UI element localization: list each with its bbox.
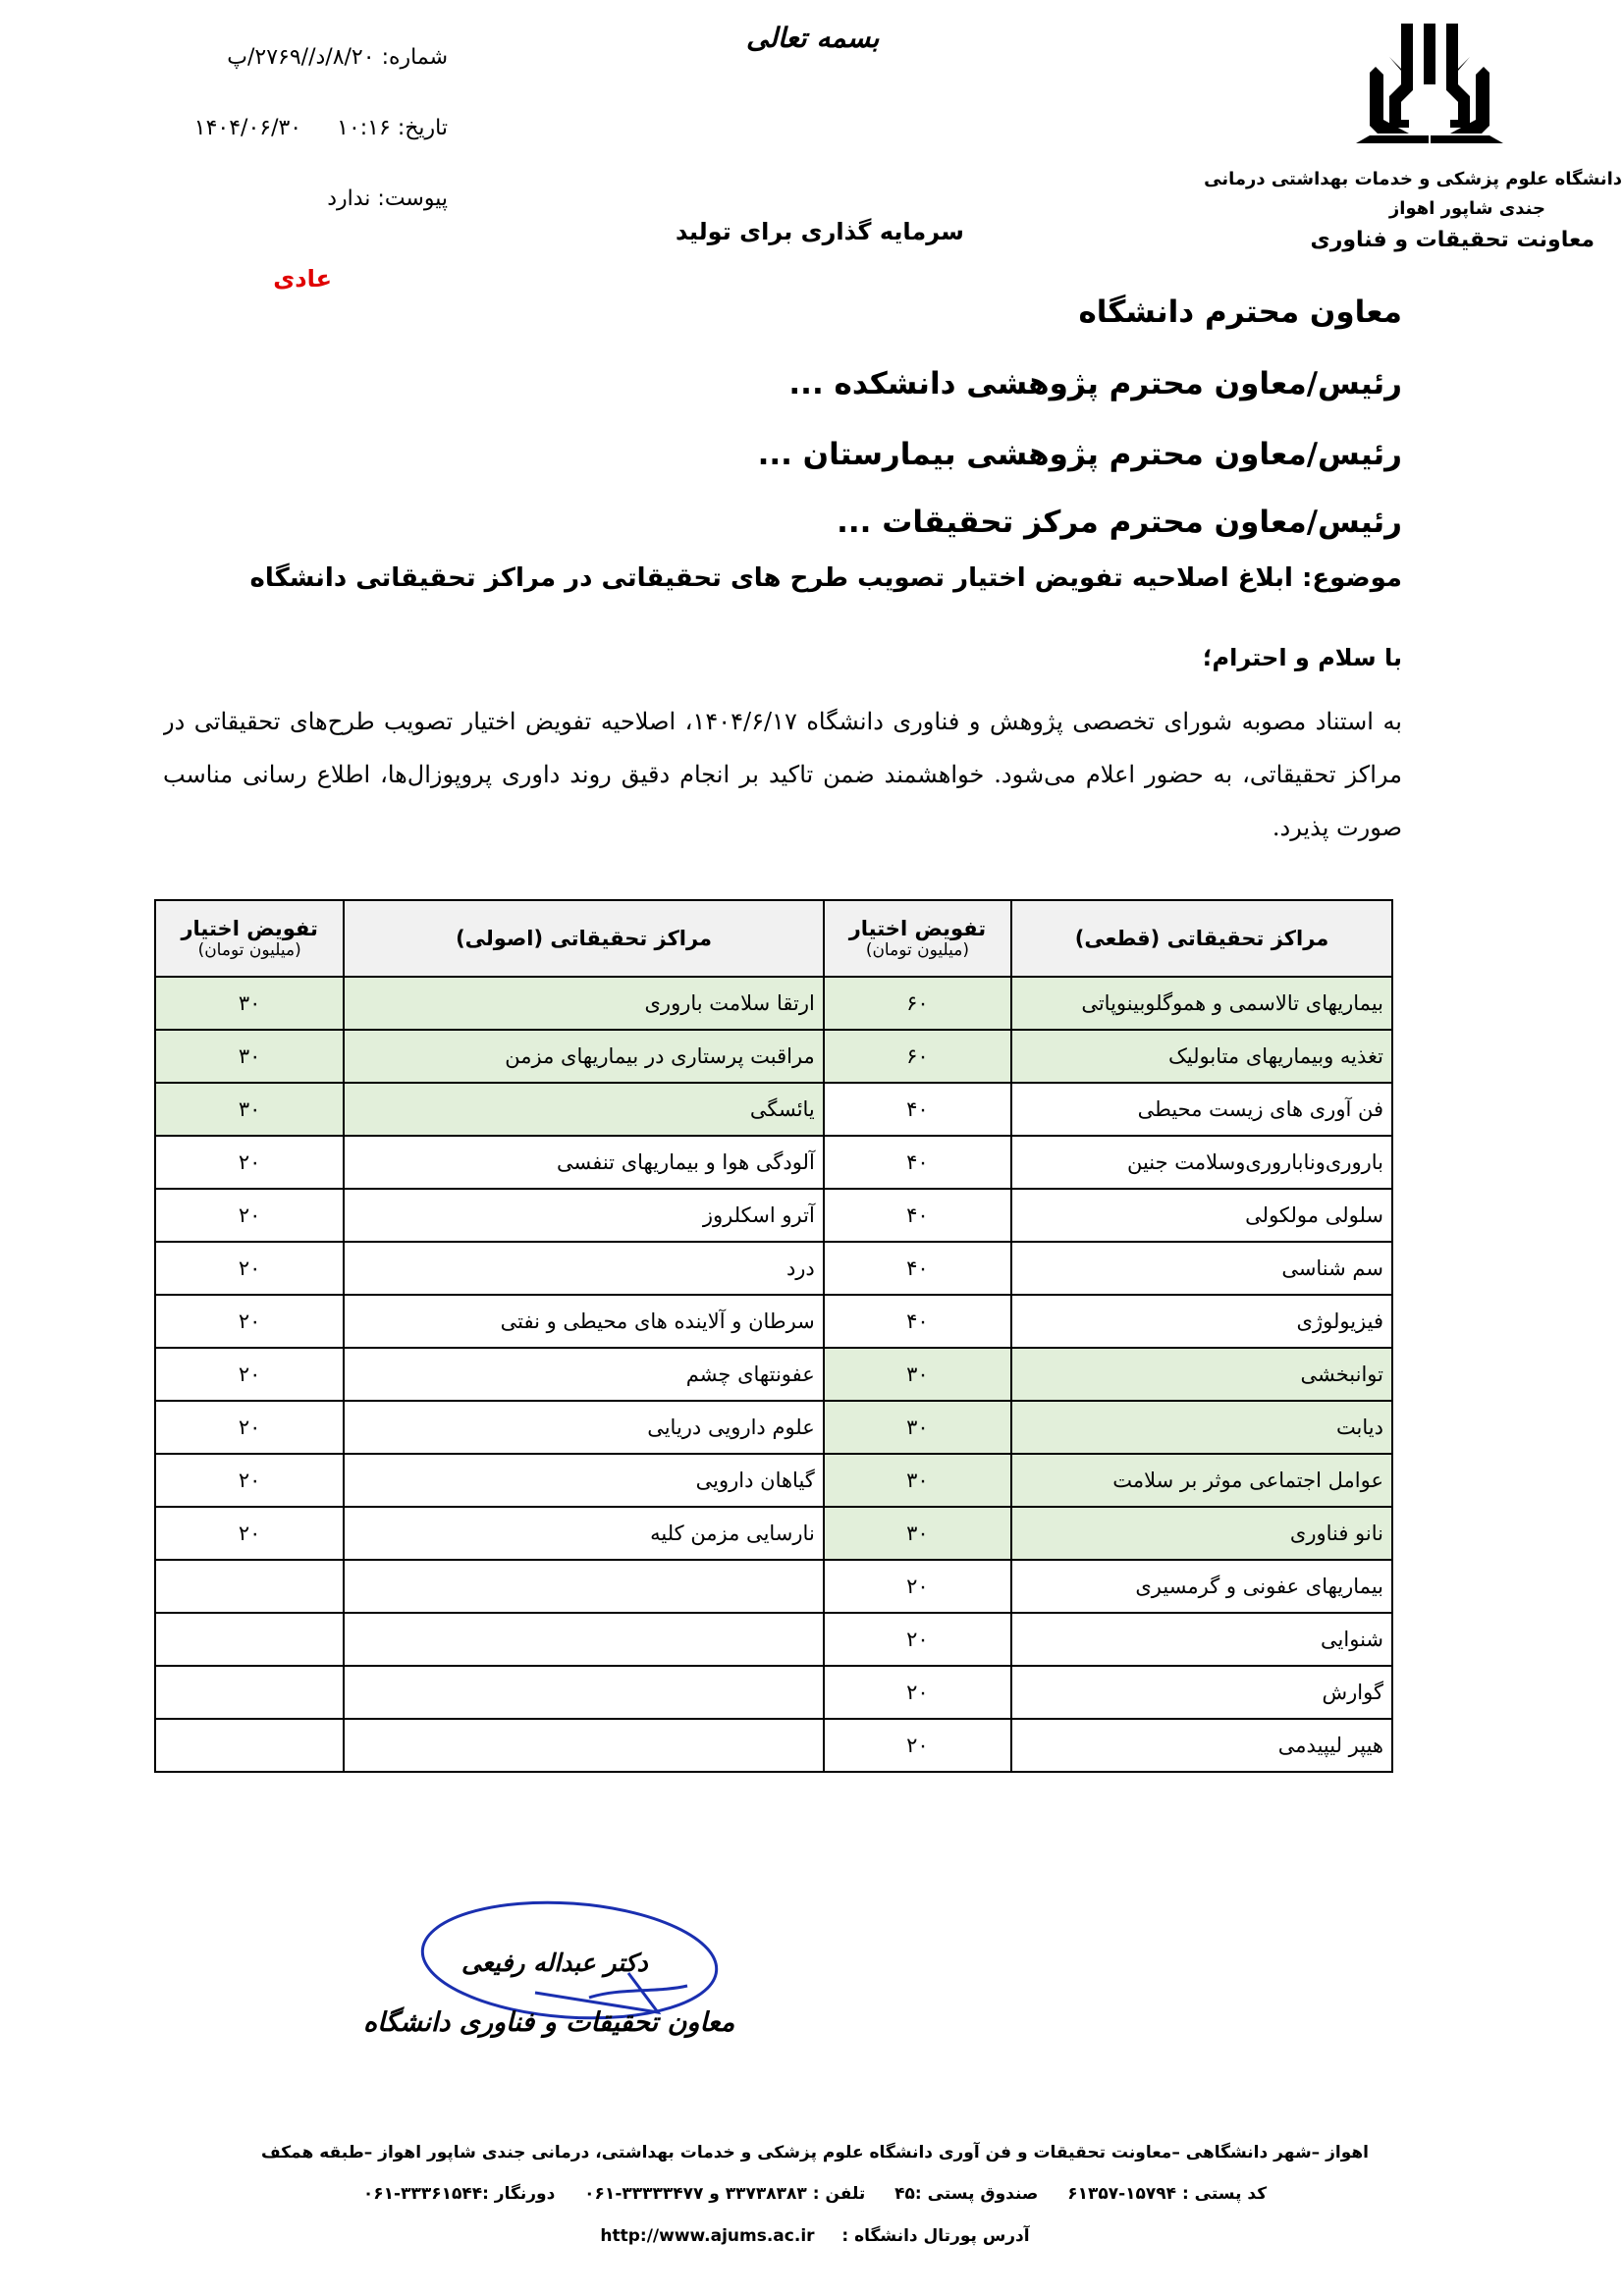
definite-center-cell: شنوایی bbox=[1011, 1613, 1392, 1666]
definite-center-cell: گوارش bbox=[1011, 1666, 1392, 1719]
definite-center-cell: بیماریهای تالاسمی و هموگلوبینوپاتی bbox=[1011, 977, 1392, 1030]
signature-block bbox=[363, 1899, 735, 2056]
definite-center-cell: توانبخشی bbox=[1011, 1348, 1392, 1401]
definite-amount-cell: ۳۰ bbox=[824, 1507, 1011, 1560]
definite-amount-cell: ۶۰ bbox=[824, 1030, 1011, 1083]
table-row bbox=[155, 1401, 1392, 1454]
body-paragraph: به استناد مصوبه شورای تخصصی پژوهش و فناوری دانشگاه ۱۴۰۴/۶/۱۷، اصلاحیه تفویض اختیار تصویب طرح‌های تحقیقاتی در مراکز تحقیقاتی، به حضور اعلام می‌شود. خواهشمند ضمن تاکید بر انجام دقیق روند داوری پروپوزال‌ها، اطلاع رسانی مناسب صورت پذیرد. bbox=[163, 708, 1402, 841]
footer-portal-label: آدرس پورتال دانشگاه : bbox=[841, 2226, 1030, 2246]
principle-center-cell: عفونتهای چشم bbox=[344, 1348, 823, 1401]
principle-center-cell bbox=[344, 1560, 823, 1613]
table-row bbox=[155, 1030, 1392, 1083]
definite-center-cell: نانو فناوری bbox=[1011, 1507, 1392, 1560]
letter-date bbox=[194, 116, 448, 140]
table-row bbox=[155, 1348, 1392, 1401]
definite-center-cell: فن آوری های زیست محیطی bbox=[1011, 1083, 1392, 1136]
definite-amount-cell: ۴۰ bbox=[824, 1242, 1011, 1295]
definite-center-cell: بیماریهای عفونی و گرمسیری bbox=[1011, 1560, 1392, 1613]
header-principle-centers: مراکز تحقیقاتی (اصولی) bbox=[344, 900, 823, 977]
letter-date-label: تاریخ: bbox=[397, 116, 448, 140]
principle-amount-cell bbox=[155, 1560, 344, 1613]
principle-amount-cell: ۲۰ bbox=[155, 1348, 344, 1401]
principle-amount-cell: ۲۰ bbox=[155, 1189, 344, 1242]
addressee-line: رئیس/معاون محترم مرکز تحقیقات ... bbox=[837, 505, 1402, 540]
subject-line bbox=[249, 563, 1402, 593]
signatory-title: معاون تحقیقات و فناوری دانشگاه bbox=[363, 2007, 735, 2038]
letter-number-value: ۸/۲۰/د//۲۷۶۹/پ bbox=[227, 45, 375, 70]
subject-text: ابلاغ اصلاحیه تفویض اختیار تصویب طرح های تحقیقاتی در مراکز تحقیقاتی دانشگاه bbox=[249, 563, 1293, 593]
table-row bbox=[155, 1083, 1392, 1136]
definite-amount-cell: ۲۰ bbox=[824, 1666, 1011, 1719]
definite-center-cell: فیزیولوژی bbox=[1011, 1295, 1392, 1348]
table-row bbox=[155, 1719, 1392, 1772]
letter-attachment bbox=[327, 187, 448, 211]
table-row bbox=[155, 1507, 1392, 1560]
footer-portal-url[interactable]: http://www.ajums.ac.ir bbox=[600, 2226, 815, 2246]
header-authority-main: تفویض اختیار bbox=[848, 917, 987, 940]
definite-amount-cell: ۲۰ bbox=[824, 1719, 1011, 1772]
definite-center-cell: سم شناسی bbox=[1011, 1242, 1392, 1295]
principle-amount-cell: ۲۰ bbox=[155, 1242, 344, 1295]
principle-amount-cell: ۳۰ bbox=[155, 1083, 344, 1136]
principle-amount-cell: ۲۰ bbox=[155, 1295, 344, 1348]
footer-po-box: صندوق پستی :۴۵ bbox=[894, 2184, 1039, 2204]
letter-time-value: ۱۰:۱۶ bbox=[337, 116, 391, 140]
principle-center-cell: گیاهان دارویی bbox=[344, 1454, 823, 1507]
table-row bbox=[155, 1189, 1392, 1242]
table-row bbox=[155, 1454, 1392, 1507]
principle-amount-cell bbox=[155, 1719, 344, 1772]
principle-amount-cell: ۳۰ bbox=[155, 1030, 344, 1083]
principle-center-cell: علوم دارویی دریایی bbox=[344, 1401, 823, 1454]
principle-center-cell bbox=[344, 1613, 823, 1666]
university-city: جندی شاپور اهواز bbox=[1388, 198, 1545, 219]
principle-amount-cell: ۲۰ bbox=[155, 1507, 344, 1560]
principle-center-cell bbox=[344, 1666, 823, 1719]
slogan: سرمایه گذاری برای تولید bbox=[676, 218, 964, 245]
department-name: معاونت تحقیقات و فناوری bbox=[1310, 228, 1595, 252]
header-authority-unit: (میلیون تومان) bbox=[865, 940, 970, 960]
principle-center-cell: سرطان و آلاینده های محیطی و نفتی bbox=[344, 1295, 823, 1348]
principle-amount-cell bbox=[155, 1613, 344, 1666]
definite-amount-cell: ۴۰ bbox=[824, 1189, 1011, 1242]
footer-postal-code: کد پستی : ۱۵۷۹۴-۶۱۳۵۷ bbox=[1067, 2184, 1268, 2204]
definite-amount-cell: ۶۰ bbox=[824, 977, 1011, 1030]
addressee-line: معاون محترم دانشگاه bbox=[1078, 294, 1402, 330]
university-emblem-icon bbox=[1350, 18, 1509, 143]
header-authority-main: تفویض اختیار bbox=[181, 917, 318, 940]
definite-amount-cell: ۲۰ bbox=[824, 1560, 1011, 1613]
definite-amount-cell: ۲۰ bbox=[824, 1613, 1011, 1666]
definite-center-cell: دیابت bbox=[1011, 1401, 1392, 1454]
definite-center-cell: عوامل اجتماعی موثر بر سلامت bbox=[1011, 1454, 1392, 1507]
table-row bbox=[155, 1295, 1392, 1348]
table-row bbox=[155, 1560, 1392, 1613]
principle-amount-cell: ۳۰ bbox=[155, 977, 344, 1030]
definite-amount-cell: ۳۰ bbox=[824, 1401, 1011, 1454]
principle-center-cell: آترو اسکلروز bbox=[344, 1189, 823, 1242]
table-body bbox=[155, 977, 1392, 1772]
table-row bbox=[155, 977, 1392, 1030]
footer-phone: تلفن : ۳۳۷۳۸۳۸۳ و ۳۳۳۳۳۴۷۷-۰۶۱ bbox=[584, 2184, 866, 2204]
header-definite-centers: مراکز تحقیقاتی (قطعی) bbox=[1011, 900, 1392, 977]
footer-fax: دورنگار :۳۳۳۶۱۵۴۴-۰۶۱ bbox=[362, 2184, 556, 2204]
table-row bbox=[155, 1242, 1392, 1295]
header-authority-unit: (میلیون تومان) bbox=[197, 940, 301, 960]
definite-amount-cell: ۴۰ bbox=[824, 1295, 1011, 1348]
definite-center-cell: هیپر لیپیدمی bbox=[1011, 1719, 1392, 1772]
footer-portal bbox=[236, 2226, 1394, 2246]
letter-attachment-label: پیوست: bbox=[377, 187, 448, 211]
footer-address: اهواز –شهر دانشگاهی –معاونت تحقیقات و فن آوری دانشگاه علوم پزشکی و خدمات بهداشتی، درمانی جندی شاپور اهواز –طبقه همکف bbox=[261, 2143, 1369, 2163]
authority-table bbox=[154, 899, 1393, 1773]
principle-amount-cell: ۲۰ bbox=[155, 1454, 344, 1507]
addressee-line: رئیس/معاون محترم پژوهشی دانشکده ... bbox=[788, 366, 1402, 401]
letter-number-label: شماره: bbox=[381, 45, 448, 70]
addressee-line: رئیس/معاون محترم پژوهشی بیمارستان ... bbox=[757, 437, 1402, 472]
principle-center-cell bbox=[344, 1719, 823, 1772]
definite-amount-cell: ۴۰ bbox=[824, 1136, 1011, 1189]
table-row bbox=[155, 1666, 1392, 1719]
priority-label: عادی bbox=[273, 265, 332, 293]
definite-center-cell: باروری‌وناباروری‌وسلامت جنین bbox=[1011, 1136, 1392, 1189]
principle-center-cell: مراقبت پرستاری در بیماریهای مزمن bbox=[344, 1030, 823, 1083]
subject-label: موضوع: bbox=[1302, 563, 1402, 593]
university-logo bbox=[1350, 18, 1509, 143]
header-definite-authority bbox=[824, 900, 1011, 977]
principle-amount-cell: ۲۰ bbox=[155, 1136, 344, 1189]
principle-center-cell: یائسگی bbox=[344, 1083, 823, 1136]
principle-amount-cell bbox=[155, 1666, 344, 1719]
invocation-calligraphy: بسمه تعالی bbox=[746, 22, 880, 54]
letter-date-value: ۱۴۰۴/۰۶/۳۰ bbox=[193, 116, 302, 140]
principle-center-cell: ارتقا سلامت باروری bbox=[344, 977, 823, 1030]
signatory-name: دکتر عبداله رفیعی bbox=[461, 1949, 648, 1977]
table-row bbox=[155, 1136, 1392, 1189]
letter-number bbox=[227, 45, 448, 70]
definite-center-cell: سلولی مولکولی bbox=[1011, 1189, 1392, 1242]
principle-amount-cell: ۲۰ bbox=[155, 1401, 344, 1454]
principle-center-cell: نارسایی مزمن کلیه bbox=[344, 1507, 823, 1560]
principle-center-cell: درد bbox=[344, 1242, 823, 1295]
definite-center-cell: تغذیه وبیماریهای متابولیک bbox=[1011, 1030, 1392, 1083]
greeting: با سلام و احترام؛ bbox=[1202, 644, 1402, 671]
university-name: دانشگاه علوم پزشکی و خدمات بهداشتی درمانی bbox=[1204, 169, 1622, 189]
principle-center-cell: آلودگی هوا و بیماریهای تنفسی bbox=[344, 1136, 823, 1189]
header-principle-authority bbox=[155, 900, 344, 977]
table-row bbox=[155, 1613, 1392, 1666]
definite-amount-cell: ۴۰ bbox=[824, 1083, 1011, 1136]
definite-amount-cell: ۳۰ bbox=[824, 1348, 1011, 1401]
definite-amount-cell: ۳۰ bbox=[824, 1454, 1011, 1507]
table-header-row bbox=[155, 900, 1392, 977]
footer-contact bbox=[236, 2184, 1394, 2204]
letter-attachment-value: ندارد bbox=[327, 187, 371, 211]
